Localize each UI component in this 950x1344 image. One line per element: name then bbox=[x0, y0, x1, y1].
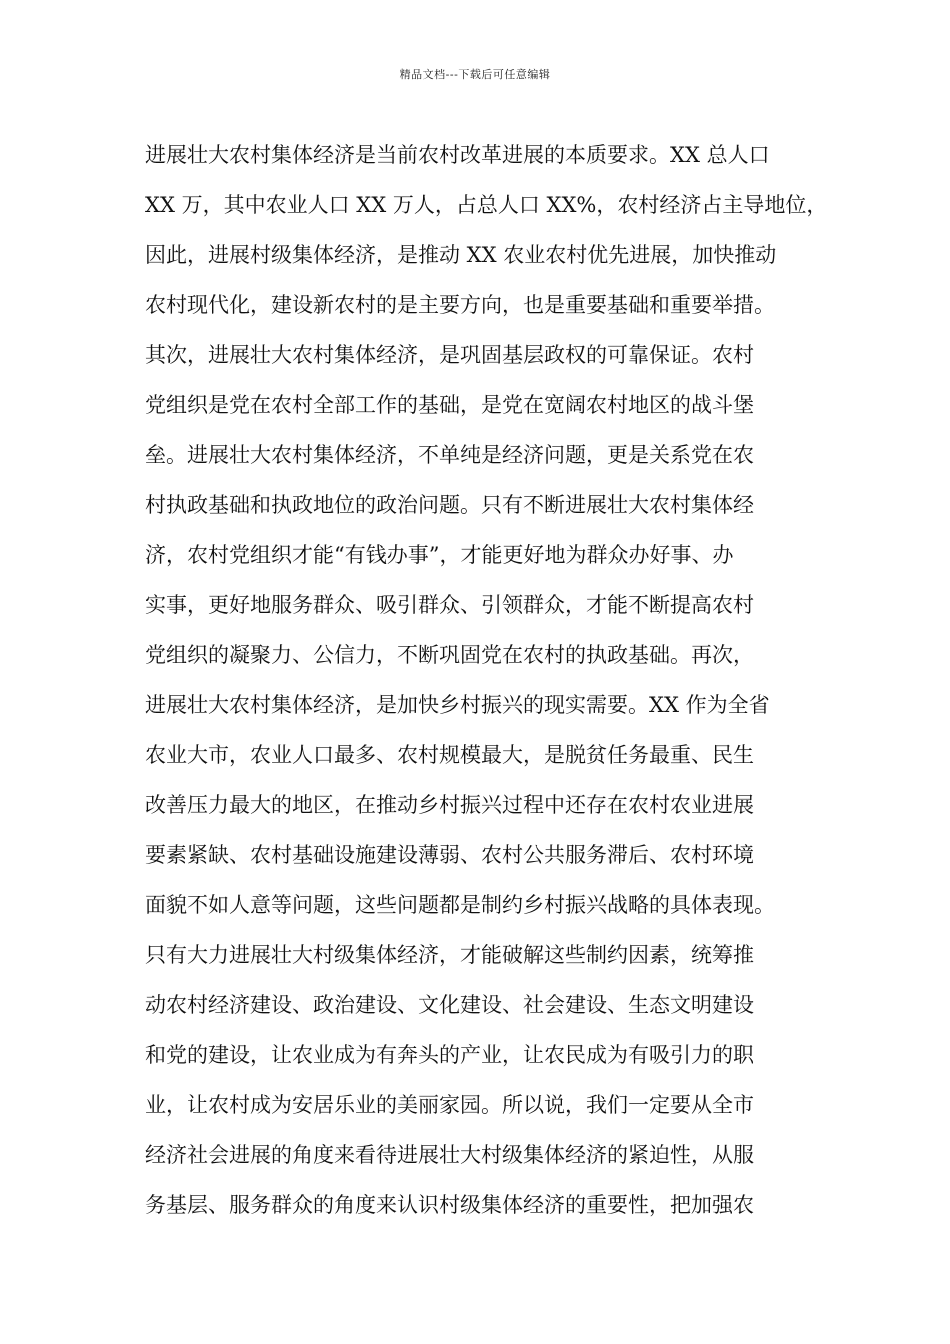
paragraph-line: XX 万，其中农业人口 XX 万人，占总人口 XX%，农村经济占主导地位， bbox=[145, 193, 828, 217]
paragraph-line: 农村现代化，建设新农村的是主要方向，也是重要基础和重要举措。 bbox=[145, 293, 775, 317]
document-body bbox=[145, 130, 828, 1230]
paragraph-line: 经济社会进展的角度来看待进展壮大村级集体经济的紧迫性，从服 bbox=[145, 1143, 754, 1167]
paragraph-line: 业，让农村成为安居乐业的美丽家园。所以说，我们一定要从全市 bbox=[145, 1093, 754, 1117]
paragraph-line: 务基层、服务群众的角度来认识村级集体经济的重要性，把加强农 bbox=[145, 1193, 754, 1217]
paragraph-line: 改善压力最大的地区，在推动乡村振兴过程中还存在农村农业进展 bbox=[145, 793, 754, 817]
paragraph-line: 农业大市，农业人口最多、农村规模最大，是脱贫任务最重、民生 bbox=[145, 743, 754, 767]
paragraph-line: 进展壮大农村集体经济是当前农村改革进展的本质要求。XX 总人口 bbox=[145, 143, 770, 167]
paragraph-line: 村执政基础和执政地位的政治问题。只有不断进展壮大农村集体经 bbox=[145, 493, 754, 517]
paragraph-line: 因此，进展村级集体经济，是推动 XX 农业农村优先进展，加快推动 bbox=[145, 243, 777, 267]
paragraph-line: 党组织是党在农村全部工作的基础，是党在宽阔农村地区的战斗堡 bbox=[145, 393, 754, 417]
paragraph-line: 垒。进展壮大农村集体经济，不单纯是经济问题，更是关系党在农 bbox=[145, 443, 754, 467]
paragraph-line: 只有大力进展壮大村级集体经济，才能破解这些制约因素，统筹推 bbox=[145, 943, 754, 967]
paragraph-line: 实事，更好地服务群众、吸引群众、引领群众，才能不断提高农村 bbox=[145, 593, 754, 617]
page-header: 精品文档---下载后可任意编辑 bbox=[399, 68, 551, 81]
paragraph-line: 要素紧缺、农村基础设施建设薄弱、农村公共服务滞后、农村环境 bbox=[145, 843, 754, 867]
paragraph-line: 动农村经济建设、政治建设、文化建设、社会建设、生态文明建设 bbox=[145, 993, 754, 1017]
paragraph-line: 其次，进展壮大农村集体经济，是巩固基层政权的可靠保证。农村 bbox=[145, 343, 754, 367]
paragraph-line: 济，农村党组织才能“有钱办事”，才能更好地为群众办好事、办 bbox=[145, 543, 734, 567]
paragraph-line: 面貌不如人意等问题，这些问题都是制约乡村振兴战略的具体表现。 bbox=[145, 893, 775, 917]
paragraph-line: 进展壮大农村集体经济，是加快乡村振兴的现实需要。XX 作为全省 bbox=[145, 693, 770, 717]
paragraph-line: 和党的建设，让农业成为有奔头的产业，让农民成为有吸引力的职 bbox=[145, 1043, 754, 1067]
paragraph-line: 党组织的凝聚力、公信力，不断巩固党在农村的执政基础。再次， bbox=[145, 643, 754, 667]
